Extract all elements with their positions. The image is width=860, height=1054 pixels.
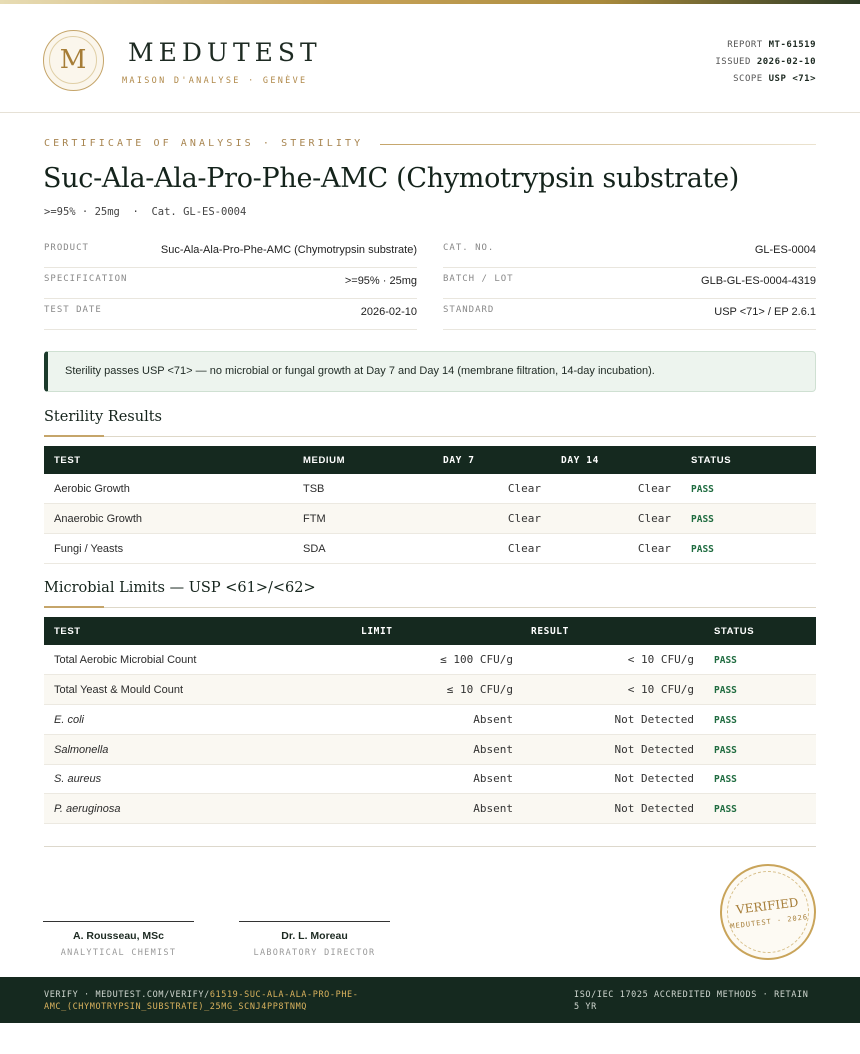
certificate-kicker	[44, 138, 816, 152]
table-row	[44, 735, 816, 765]
report-header	[0, 4, 860, 113]
sterility-section-title: Sterility Results	[44, 409, 162, 425]
table-row	[44, 645, 816, 675]
report-number: MT-61519	[768, 40, 816, 50]
status-badge: PASS	[691, 514, 714, 525]
cell-test: Salmonella	[54, 744, 109, 756]
verify-text	[44, 989, 404, 1013]
cell-test: P. aeruginosa	[54, 803, 121, 815]
table-row	[44, 794, 816, 824]
section-divider	[44, 607, 816, 608]
signatory-role: ANALYTICAL CHEMIST	[60, 948, 177, 958]
field-value: >=95% · 25mg	[344, 275, 417, 287]
verification-footer	[0, 977, 860, 1023]
section-accent	[44, 606, 104, 608]
cell-test: E. coli	[54, 714, 84, 726]
cell-day7: Clear	[507, 542, 541, 555]
field-label: BATCH / LOT	[443, 274, 514, 284]
field-label: CAT. NO.	[443, 243, 495, 253]
status-badge: PASS	[714, 774, 737, 785]
cell-limit: Absent	[473, 802, 513, 815]
col-status: STATUS	[691, 455, 732, 466]
col-day14: DAY 14	[561, 455, 599, 466]
cell-medium: TSB	[303, 483, 325, 495]
cell-result: Not Detected	[614, 772, 694, 785]
signature-analyst	[43, 921, 194, 958]
brand-tagline: MAISON D'ANALYSE · GENÈVE	[122, 76, 308, 86]
cell-result: < 10 CFU/g	[627, 683, 694, 696]
field-value: Suc-Ala-Ala-Pro-Phe-AMC (Chymotrypsin substrate)	[160, 244, 417, 256]
field-label: TEST DATE	[44, 305, 102, 315]
microbial-section-title: Microbial Limits — USP <61>/<62>	[44, 580, 316, 596]
field-batch-lot	[443, 268, 816, 299]
accreditation-text: ISO/IEC 17025 ACCREDITED METHODS · RETAIN 5 YR	[574, 990, 809, 1012]
col-test: TEST	[54, 626, 81, 637]
col-limit: LIMIT	[361, 626, 393, 637]
cell-medium: SDA	[303, 543, 326, 555]
cell-medium: FTM	[303, 513, 326, 525]
field-test-date	[44, 299, 417, 330]
cell-limit: Absent	[473, 743, 513, 756]
cell-day7: Clear	[507, 482, 541, 495]
cell-result: < 10 CFU/g	[627, 653, 694, 666]
brand-name: MEDUTEST	[128, 38, 322, 67]
status-badge: PASS	[714, 804, 737, 815]
field-value: 2026-02-10	[360, 306, 417, 318]
brand-logo	[43, 30, 104, 91]
table-row	[44, 504, 816, 534]
cell-result: Not Detected	[614, 743, 694, 756]
signatory-name: Dr. L. Moreau	[281, 930, 348, 942]
field-standard	[443, 299, 816, 330]
status-badge: PASS	[691, 544, 714, 555]
col-test: TEST	[54, 455, 81, 466]
field-label: SPECIFICATION	[44, 274, 128, 284]
field-label: PRODUCT	[44, 243, 89, 253]
field-value: GL-ES-0004	[754, 244, 816, 256]
cell-test: Fungi / Yeasts	[54, 543, 124, 555]
status-badge: PASS	[714, 715, 737, 726]
field-specification	[44, 268, 417, 299]
kicker-divider	[380, 144, 816, 145]
issued-label: ISSUED	[715, 57, 751, 67]
cell-day14: Clear	[637, 482, 671, 495]
cell-test: Aerobic Growth	[54, 483, 130, 495]
table-row	[44, 474, 816, 504]
cell-day7: Clear	[507, 512, 541, 525]
cell-test: Total Aerobic Microbial Count	[54, 654, 197, 666]
status-badge: PASS	[691, 484, 714, 495]
cell-test: Total Yeast & Mould Count	[54, 684, 184, 696]
table-row	[44, 705, 816, 735]
sterility-table-header	[44, 446, 816, 474]
sterility-pass-notice	[44, 351, 816, 392]
cell-limit: ≤ 100 CFU/g	[440, 653, 513, 666]
cell-result: Not Detected	[614, 802, 694, 815]
scope-label: SCOPE	[733, 74, 763, 84]
seal-subtext: MEDUTEST · 2026	[729, 913, 809, 931]
section-divider	[44, 436, 816, 437]
field-value: GLB-GL-ES-0004-4319	[701, 275, 816, 287]
verify-link[interactable]: 61519-SUC-ALA-ALA-PRO-PHE-AMC_(CHYMOTRYPSIN_SUBSTRATE)_25MG_SCNJ4PP8TNMQ	[44, 990, 359, 1012]
field-catalog-number	[443, 237, 816, 268]
report-meta	[715, 37, 816, 88]
issued-date: 2026-02-10	[756, 57, 816, 67]
status-badge: PASS	[714, 745, 737, 756]
cell-test: S. aureus	[54, 773, 102, 785]
signature-director	[239, 921, 390, 958]
table-row	[44, 764, 816, 794]
cell-limit: Absent	[473, 772, 513, 785]
scope-value: USP <71>	[768, 74, 816, 84]
status-badge: PASS	[714, 655, 737, 666]
cell-limit: Absent	[473, 713, 513, 726]
signatory-name: A. Rousseau, MSc	[72, 930, 165, 942]
section-accent	[44, 435, 104, 437]
cell-day14: Clear	[637, 542, 671, 555]
col-result: RESULT	[531, 626, 569, 637]
microbial-table-header	[44, 617, 816, 645]
seal-text: VERIFIED	[735, 895, 800, 917]
signatory-role: LABORATORY DIRECTOR	[253, 948, 376, 958]
table-row	[44, 675, 816, 705]
footer-divider	[44, 846, 816, 847]
product-title: Suc-Ala-Ala-Pro-Phe-AMC (Chymotrypsin substrate)	[43, 163, 739, 194]
cell-day14: Clear	[637, 512, 671, 525]
logo-monogram: M	[49, 36, 97, 84]
col-day7: DAY 7	[443, 455, 475, 466]
col-status: STATUS	[714, 626, 755, 637]
table-row	[44, 534, 816, 564]
kicker-text: CERTIFICATE OF ANALYSIS · STERILITY	[44, 138, 373, 149]
col-medium: MEDIUM	[303, 455, 346, 466]
product-subtitle: >=95% · 25mg · Cat. GL-ES-0004	[44, 206, 247, 218]
field-value: USP <71> / EP 2.6.1	[714, 306, 816, 318]
status-badge: PASS	[714, 685, 737, 696]
field-label: STANDARD	[443, 305, 495, 315]
cell-result: Not Detected	[614, 713, 694, 726]
verify-prefix: VERIFY · MEDUTEST.COM/VERIFY/	[44, 990, 210, 1000]
report-label: REPORT	[727, 40, 763, 50]
field-product	[44, 237, 417, 268]
cell-limit: ≤ 10 CFU/g	[446, 683, 513, 696]
notice-text: Sterility passes USP <71> — no microbial or fungal growth at Day 7 and Day 14 (membrane filtration, 14-day incubation).	[65, 365, 655, 377]
cell-test: Anaerobic Growth	[54, 513, 143, 525]
verified-seal	[715, 859, 822, 966]
